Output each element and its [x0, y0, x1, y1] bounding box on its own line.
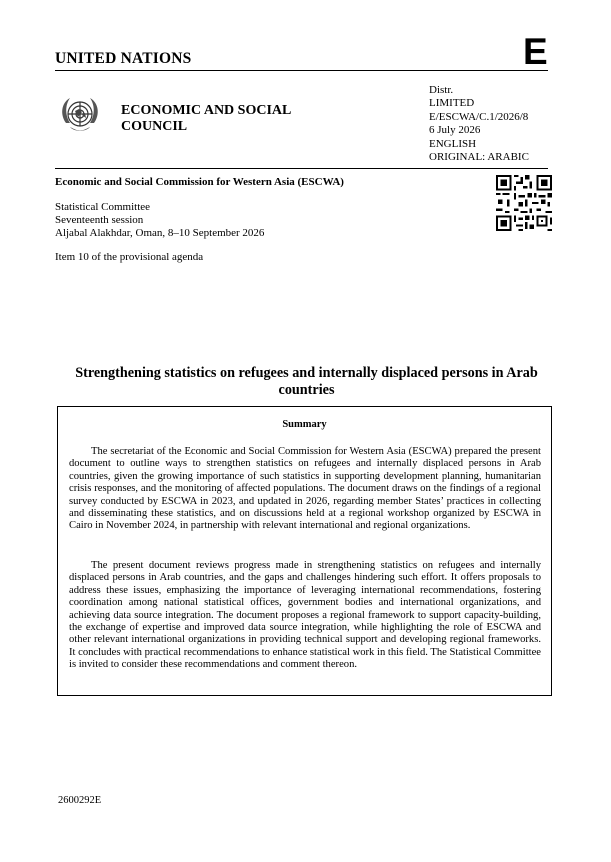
distribution-line: Distr.: [429, 84, 454, 96]
distribution-line: LIMITED: [429, 97, 475, 110]
document-language: ENGLISH: [429, 137, 477, 150]
section-divider: [55, 168, 548, 169]
distribution-block: [429, 84, 529, 164]
document-title: Strengthening statistics on refugees and internally displaced persons in Arab countries: [75, 365, 538, 398]
council-name: ECONOMIC AND SOCIAL COUNCIL: [121, 103, 291, 134]
commission-name: Economic and Social Commission for Western Asia (ESCWA): [55, 176, 344, 188]
summary-paragraph: The secretariat of the Economic and Social Commission for Western Asia (ESCWA) prepared the present document to outline ways to strengthen statistics on refugees and internally displaced persons in Arab countries, given the growing importance of such statistics in supporting development planning, humanitarian crisis responses, and the monitoring of affected populations. The document draws on the findings of a regional survey conducted by ESCWA in 2023, and updated in 2026, regarding member States’ practices in collecting and disseminating these statistics, and on discussions held at a regional workshop organized by ESCWA in Cairo in November 2024, in partnership with relevant international and regional organizations.: [69, 446, 541, 532]
summary-paragraph: The present document reviews progress made in strengthening statistics on refugees and internally displaced persons in Arab countries, and the gaps and challenges hindering such effort. It offers proposals to address these issues, emphasizing the importance of leveraging international recommendations, fostering coordination among national statistical offices, government bodies and international organizations, and achieving data source integration. The document proposes a regional framework to support capacity-building, the exchange of expertise and improved data source integration, while highlighting the role of ESCWA and other relevant international organizations in providing technical support and developing regional frameworks. It concludes with practical recommendations to enhance statistical work in this field. The Statistical Committee is invited to consider these recommendations and comment thereon.: [69, 560, 541, 671]
document-number: 2600292E: [58, 795, 102, 806]
session-number: Seventeenth session: [55, 214, 144, 226]
session-info: [55, 201, 264, 240]
document-date: 6 July 2026: [429, 124, 481, 137]
session-venue: Aljabal Alakhdar, Oman, 8–10 September 2026: [55, 227, 265, 239]
organization-name: UNITED NATIONS: [55, 50, 192, 67]
language-code: E: [523, 31, 548, 72]
summary-heading: Summary: [282, 419, 327, 430]
committee-name: Statistical Committee: [55, 201, 151, 213]
header-divider: [55, 70, 548, 71]
agenda-item: Item 10 of the provisional agenda: [55, 251, 204, 263]
un-emblem-icon: [56, 93, 104, 141]
qr-code-icon: [496, 175, 552, 231]
document-symbol: E/ESCWA/C.1/2026/8: [429, 110, 529, 123]
original-language: ORIGINAL: ARABIC: [429, 151, 529, 164]
